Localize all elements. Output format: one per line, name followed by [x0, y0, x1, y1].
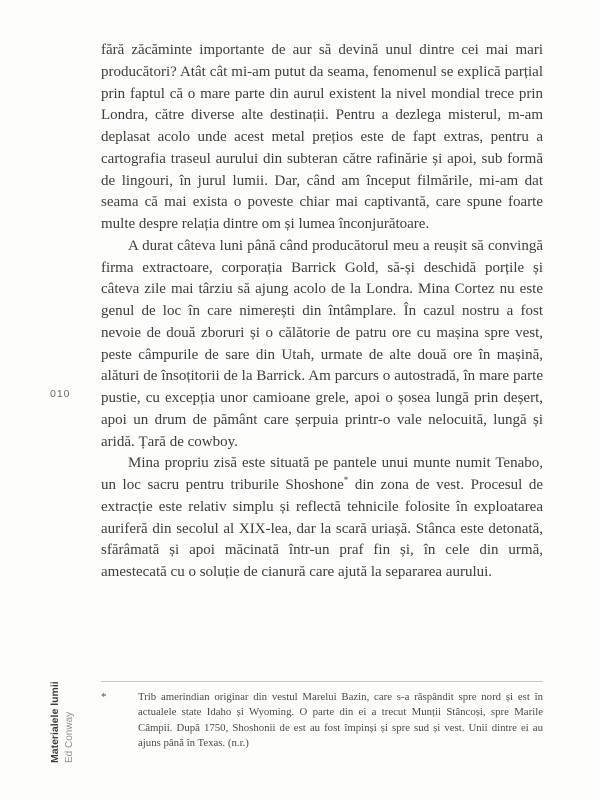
footnote-divider	[101, 681, 543, 682]
paragraph-text: din zona de vest. Procesul de extracție este relativ simplu și reflectă tehnicile folosite în exploatarea auriferă din secolul al XIX-lea, dar la scară uriașă. Stânca este detonată, sfărâmată și apoi măcinată într-un praf fin și, în cele din urmă, amestecată cu o soluție de cianură care ajută la separarea aurului.	[101, 477, 544, 580]
footnote-text: Trib amerindian originar din vestul Marelui Bazin, care s-a răspândit spre nord și est în actualele state Idaho și Wyoming. O parte din ei a trecut Munții Stâncoși, spre Marile Câmpii. După 1750, Shoshonii de est au fost împinși și spre sud și vest. Unii dintre ei au ajuns până în Texas. (n.r.)	[138, 691, 543, 749]
paragraph	[101, 236, 543, 454]
footnote-marker: *	[101, 691, 107, 703]
paragraph-text: A durat câteva luni până când producătorul meu a reușit să convingă firma extractoare, corporația Barrick Gold, să-și deschidă porțile și câteva zile mai târziu să ajung acolo de la Londra. Mina Cortez nu este genul de loc în care nimerești din întâmplare. În cazul nostru a fost nevoie de două zboruri și o călătorie de patru ore cu mașina spre vest, peste câmpurile de sare din Utah, urmate de alte două ore în mașină, alături de însoțitorii de la Barrick. Am parcurs o autostradă, în mare parte pustie, cu excepția unor camioane grele, apoi o șosea lungă prin deșert, apoi un drum de pământ care șerpuia printr-o vale nelocuită, lungă și aridă. Țară de cowboy.	[101, 237, 543, 450]
book-spine-label	[49, 681, 76, 763]
page-number: 010	[50, 388, 71, 400]
paragraph	[101, 40, 543, 236]
paragraph-text: fără zăcăminte importante de aur să devină unul dintre cei mai mari producători? Atât cât mi-am putut da seama, fenomenul se explică parțial prin faptul că o mare parte din aurul existent la nivel mondial trece prin Londra, către diverse alte destinații. Pentru a dezlega misterul, m-am deplasat acolo unde acest metal prețios este de fapt extras, pentru a cartografia traseul aurului din subteran către rafinărie și apoi, sub formă de lingouri, în jurul lumii. Dar, când am început filmările, mi-am dat seama că mai exista o poveste chiar mai captivantă, care spune foarte multe despre relația dintre om și lumea înconjurătoare.	[101, 42, 543, 232]
paragraph-text: Mina propriu zisă este situată pe pantele unui munte numit Tenabo, un loc sacru pentru triburile Shoshone	[101, 455, 543, 493]
book-author: Ed Conway	[63, 711, 75, 763]
paragraph	[101, 453, 543, 584]
text-column	[101, 40, 543, 584]
book-title: Materialele lumii	[49, 681, 61, 763]
footnote	[101, 690, 543, 751]
footnote-reference: *	[343, 475, 349, 485]
